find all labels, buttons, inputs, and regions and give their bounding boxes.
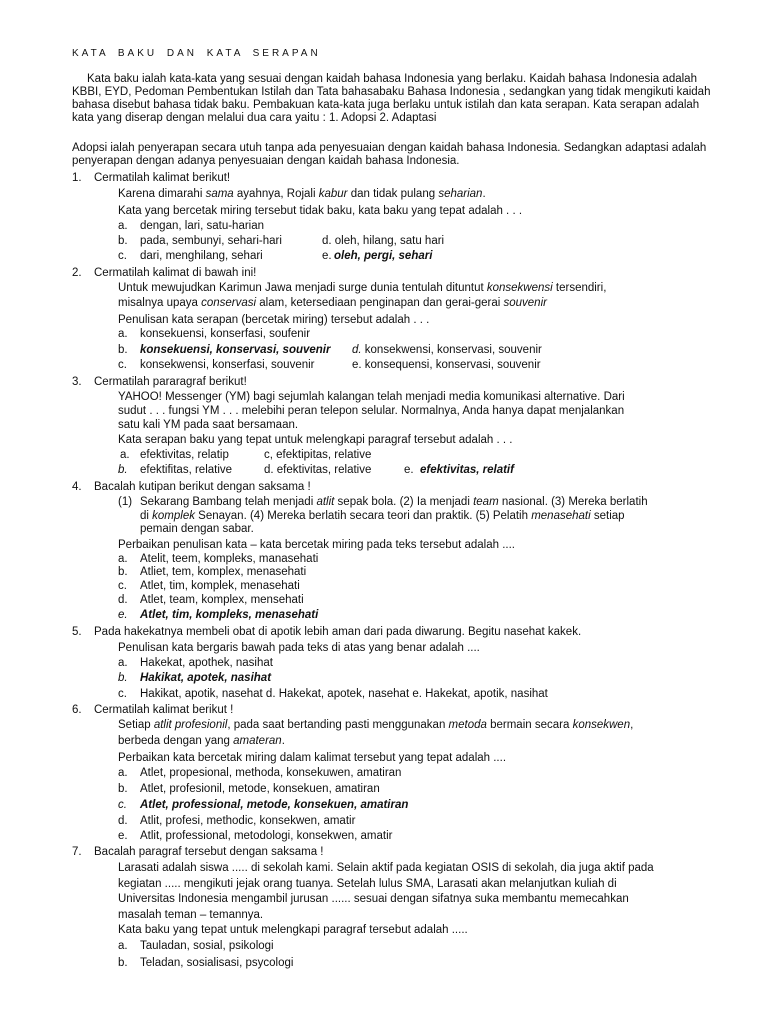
question-4-option-e: Atlet, tim, kompleks, menasehati xyxy=(140,609,319,621)
question-4-heading: Bacalah kutipan berikut dengan saksama ! xyxy=(94,481,311,493)
question-4-line-2 xyxy=(140,510,625,523)
question-6-option-b: Atlet, profesionil, metode, konsekuen, amatiran xyxy=(140,783,380,795)
question-6-heading: Cermatilah kalimat berikut ! xyxy=(94,704,234,716)
intro-text-1: Kata baku ialah kata-kata yang sesuai dengan kaidah bahasa Indonesia yang berlaku. Kaidah bahasa Indonesia adalah KBBI, EYD, Pedoman Pembentukan Istilah dan Tata bahasabaku Bahasa Indonesia , sedangkan yang tidak mengikuti kaidah bahasa disebut bahasa tidak baku. Pembakuan kata-kata juga berlaku untuk istilah dan kata serapan. Kata serapan adalah kata yang diserap dengan melalui dua cara yaitu : 1. Adopsi 2. Adaptasi xyxy=(72,73,711,124)
question-2-heading: Cermatilah kalimat di bawah ini! xyxy=(94,267,257,279)
intro-paragraph-1 xyxy=(72,73,712,125)
question-4-option-c: Atlet, tim, komplek, menasehati xyxy=(140,580,300,592)
option-label: a. xyxy=(118,328,128,340)
italic-word: souvenir xyxy=(503,297,547,309)
text-segment: misalnya upaya xyxy=(118,297,202,309)
option-label: d. xyxy=(118,815,128,827)
question-7-line-3: Universitas Indonesia mengambil jurusan ...... sesuai dengan sifatnya suka membantu memecahkan xyxy=(118,893,629,905)
italic-word: konsekwensi xyxy=(486,282,553,294)
italic-word: sama xyxy=(205,188,234,200)
option-label: a. xyxy=(118,553,128,565)
text-segment: alam, ketersediaan penginapan dan gerai-gerai xyxy=(256,297,504,309)
page-title: KATA BAKU DAN KATA SERAPAN xyxy=(72,48,321,59)
text-segment: Senayan. (4) Mereka berlatih secara teori dan praktik. (5) Pelatih xyxy=(194,510,532,522)
question-5-heading: Pada hakekatnya membeli obat di apotik lebih aman dari pada diwarung. Begitu nasehat kakek. xyxy=(94,626,582,638)
question-5-prompt: Penulisan kata bergaris bawah pada teks di atas yang benar adalah .... xyxy=(118,642,480,654)
question-7-line-4: masalah teman – temannya. xyxy=(118,909,264,921)
intro-paragraph-2: Adopsi ialah penyerapan secara utuh tanpa ada penyesuaian dengan kaidah bahasa Indonesia. Sedangkan adaptasi adalah penyerapan dengan adanya penyesuaian dengan kaidah bahasa Indonesia. xyxy=(72,142,707,167)
italic-word: kabur xyxy=(318,188,348,200)
italic-word: atlit xyxy=(316,496,335,508)
question-3-option-e: efektivitas, relatif xyxy=(420,464,514,476)
option-label: c. xyxy=(118,250,127,262)
question-2-option-d xyxy=(352,344,542,357)
text-segment: tersendiri, xyxy=(552,282,607,294)
question-3-prompt: Kata serapan baku yang tepat untuk melengkapi paragraf tersebut adalah . . . xyxy=(118,434,513,446)
text-segment: . xyxy=(281,735,285,747)
question-7-number: 7. xyxy=(72,846,82,858)
option-letter: b. xyxy=(118,464,128,476)
question-5-option-c-d-e: Hakikat, apotik, nasehat d. Hakekat, apotek, nasehat e. Hakekat, apotik, nasihat xyxy=(140,688,548,700)
question-6-number: 6. xyxy=(72,704,82,716)
option-label xyxy=(118,609,128,622)
question-7-heading: Bacalah paragraf tersebut dengan saksama ! xyxy=(94,846,324,858)
option-letter: b. xyxy=(118,672,128,684)
question-3-heading: Cermatilah pararagraf berikut! xyxy=(94,376,247,388)
question-4-line-3: pemain dengan sabar. xyxy=(140,523,254,535)
text-segment: , xyxy=(630,719,634,731)
question-4-option-b: Atliet, tem, komplex, menasehati xyxy=(140,566,307,578)
option-label: e. xyxy=(322,250,332,262)
italic-word: komplek xyxy=(152,510,195,522)
question-1-option-e: oleh, pergi, sehari xyxy=(334,250,433,262)
italic-word: menasehati xyxy=(531,510,591,522)
option-label: c. xyxy=(118,359,127,371)
option-label: a. xyxy=(118,220,128,232)
question-6-option-a: Atlet, propesional, methoda, konsekuwen, amatiran xyxy=(140,767,402,779)
option-label: a. xyxy=(120,449,130,461)
question-1-option-a: dengan, lari, satu-harian xyxy=(140,220,265,232)
text-segment: Sekarang Bambang telah menjadi xyxy=(140,496,317,508)
text-segment: nasional. (3) Mereka berlatih xyxy=(498,496,648,508)
option-text: konsekwensi, konservasi, souvenir xyxy=(361,344,542,356)
text-segment: setiap xyxy=(590,510,625,522)
option-label xyxy=(118,799,127,812)
option-label: e. xyxy=(118,830,128,842)
question-5-option-b: Hakikat, apotek, nasihat xyxy=(140,672,272,684)
question-2-option-b: konsekuensi, konservasi, souvenir xyxy=(140,344,331,356)
question-4-line-1 xyxy=(140,496,648,509)
option-label: a. xyxy=(118,940,128,952)
question-2-prompt: Penulisan kata serapan (bercetak miring) tersebut adalah . . . xyxy=(118,314,430,326)
italic-word: konsekwen xyxy=(572,719,631,731)
question-2-option-e: e. konsequensi, konservasi, souvenir xyxy=(352,359,541,371)
question-3-line-1: YAHOO! Messenger (YM) bagi sejumlah kalangan telah menjadi media komunikasi alternative. Dari xyxy=(118,391,625,403)
question-4-prompt: Perbaikan penulisan kata – kata bercetak miring pada teks tersebut adalah .... xyxy=(118,539,515,551)
question-7-line-1: Larasati adalah siswa ..... di sekolah kami. Selain aktif pada kegiatan OSIS di sekolah, dia juga aktif pada xyxy=(118,862,654,874)
question-3-option-b: efektifitas, relative xyxy=(140,464,233,476)
question-6-line-1 xyxy=(118,719,633,732)
option-label: d. xyxy=(118,594,128,606)
question-7-prompt: Kata baku yang tepat untuk melengkapi paragraf tersebut adalah ..... xyxy=(118,924,468,936)
option-label: b. xyxy=(118,344,128,356)
question-3-option-c: c, efektipitas, relative xyxy=(264,449,372,461)
question-1-option-b: pada, sembunyi, sehari-hari xyxy=(140,235,282,247)
italic-word: team xyxy=(473,496,499,508)
option-label: c. xyxy=(118,580,127,592)
question-1-option-c: dari, menghilang, sehari xyxy=(140,250,263,262)
question-3-line-3: satu kali YM pada saat bersamaan. xyxy=(118,419,299,431)
italic-word: atlit profesionil xyxy=(153,719,228,731)
question-6-option-c: Atlet, professional, metode, konsekuen, amatiran xyxy=(140,799,409,811)
question-5-option-a: Hakekat, apothek, nasihat xyxy=(140,657,273,669)
option-label: c. xyxy=(118,688,127,700)
text-segment: bermain secara xyxy=(486,719,573,731)
question-7-option-a: Tauladan, sosial, psikologi xyxy=(140,940,274,952)
option-label xyxy=(118,464,128,477)
option-label: b. xyxy=(118,235,128,247)
text-segment: ayahnya, Rojali xyxy=(233,188,319,200)
question-3-number: 3. xyxy=(72,376,82,388)
question-2-option-c: konsekwensi, konserfasi, souvenir xyxy=(140,359,315,371)
question-5-number: 5. xyxy=(72,626,82,638)
italic-word: amateran xyxy=(233,735,282,747)
question-2-option-a: konsekuensi, konserfasi, soufenir xyxy=(140,328,311,340)
text-segment: berbeda dengan yang xyxy=(118,735,234,747)
question-1-heading: Cermatilah kalimat berikut! xyxy=(94,172,231,184)
question-1-sentence xyxy=(118,188,486,201)
text-segment: Setiap xyxy=(118,719,154,731)
option-label: b. xyxy=(118,783,128,795)
option-label: b. xyxy=(118,957,128,969)
italic-word: conservasi xyxy=(201,297,257,309)
option-label: a. xyxy=(118,767,128,779)
question-4-option-a: Atelit, teem, kompleks, manasehati xyxy=(140,553,319,565)
question-7-line-2: kegiatan ..... mengikuti jejak orang tuanya. Setelah lulus SMA, Larasati akan melanjutkan kuliah di xyxy=(118,878,617,890)
italic-word: seharian xyxy=(438,188,483,200)
italic-word: metoda xyxy=(448,719,487,731)
question-4-number: 4. xyxy=(72,481,82,493)
text-segment: . xyxy=(482,188,486,200)
question-3-line-2: sudut . . . fungsi YM . . . melebihi peran telepon selular. Normalnya, Anda hanya dapat menjalankan xyxy=(118,405,625,417)
question-1-number: 1. xyxy=(72,172,82,184)
question-1-option-d: d. oleh, hilang, satu hari xyxy=(322,235,445,247)
option-label xyxy=(118,672,128,685)
option-label: e. xyxy=(404,464,414,476)
question-6-option-d: Atlit, profesi, methodic, konsekwen, amatir xyxy=(140,815,356,827)
option-label: b. xyxy=(118,566,128,578)
question-4-option-d: Atlet, team, komplex, mensehati xyxy=(140,594,304,606)
option-letter: c. xyxy=(118,799,127,811)
text-segment: sepak bola. (2) Ia menjadi xyxy=(334,496,474,508)
text-segment: Untuk mewujudkan Karimun Jawa menjadi surge dunia tentulah dituntut xyxy=(118,282,487,294)
option-letter: e. xyxy=(118,609,128,621)
question-1-prompt: Kata yang bercetak miring tersebut tidak baku, kata baku yang tepat adalah . . . xyxy=(118,205,523,217)
question-3-option-d: d. efektivitas, relative xyxy=(264,464,372,476)
question-2-number: 2. xyxy=(72,267,82,279)
text-segment: Karena dimarahi xyxy=(118,188,206,200)
question-6-prompt: Perbaikan kata bercetak miring dalam kalimat tersebut yang tepat adalah .... xyxy=(118,752,507,764)
question-3-option-a: efektivitas, relatip xyxy=(140,449,229,461)
option-label: d. xyxy=(352,344,362,356)
question-4-sub-number: (1) xyxy=(118,496,133,508)
text-segment: , pada saat bertanding pasti menggunakan xyxy=(227,719,449,731)
text-segment: dan tidak pulang xyxy=(347,188,439,200)
question-7-option-b: Teladan, sosialisasi, psycologi xyxy=(140,957,294,969)
question-2-line-2 xyxy=(118,297,547,310)
question-6-line-2 xyxy=(118,735,285,748)
option-label: a. xyxy=(118,657,128,669)
question-6-option-e: Atlit, professional, metodologi, konsekwen, amatir xyxy=(140,830,393,842)
question-2-line-1 xyxy=(118,282,606,295)
text-segment: di xyxy=(140,510,153,522)
